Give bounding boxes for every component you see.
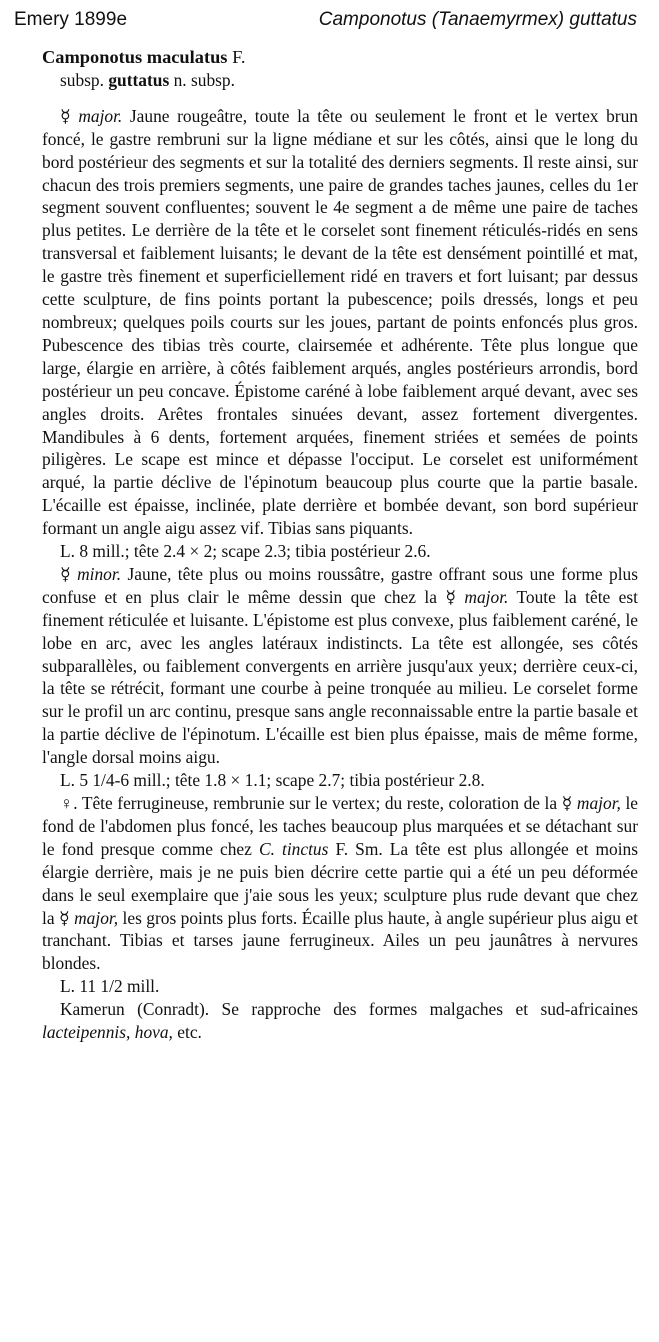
queen-description-c: F. Sm. La tête est plus allongée et moins élargie derrière, mais je ne puis bien décrire cette partie qui a été un peu déformée dans le seul exemplaire que j'aie sous les yeux; sculpture plus rude devant que chez la xyxy=(42,838,638,928)
worker-symbol: ☿ xyxy=(60,563,71,584)
major-measurements: L. 8 mill.; tête 2.4 × 2; scape 2.3; tibia postérieur 2.6. xyxy=(60,541,431,562)
major-description: Jaune rougeâtre, toute la tête ou seulement le front et le vertex brun foncé, le gastre rembruni sur la ligne médiane et sur les côtés, ainsi que le long du bord postérieur des segments et sur la totalité des derniers segments. Il reste ainsi, sur chacun des trois premiers segments, une paire de grandes taches jaunes, celles du 1er segment souvent confluentes; souvent le 4e segment a de même une paire de taches plus petites. Le derrière de la tête et le corselet sont finement réticulés-ridés en sens transversal et faiblement luisants; le devant de la tête est densément pointillé et mat, le gastre très finement et superficiellement ridé en travers et fort luisant; par dessus cette sculpture, de fins points portant la pubescence; poils dressés, longs et peu nombreux; quelques poils courts sur les joues, partant de points enfoncés plus gros. Pubescence des tibias très courte, clairsemée et adhérente. Tête plus longue que large, élargie en arrière, à côtés faiblement arqués, angles postérieurs arrondis, bord postérieur un peu concave. Épistome caréné à lobe faiblement arqué devant, avec ses angles droits. Arêtes frontales sinuées devant, assez fortement divergentes. Mandibules à 6 dents, fortement arquées, finement striées et semées de points piligères. Le scape est mince et dépasse l'occiput. Le corselet est uniformément arqué, la partie déclive de l'épinotum beaucoup plus courte que la partie basale. L'écaille est épaisse, inclinée, plate derrière et bombée devant, son bord supérieur formant un angle aigu assez vif. Tibias sans piquants. xyxy=(42,105,638,539)
caste-minor: minor. xyxy=(77,563,122,584)
queen-symbol: ♀. xyxy=(60,793,78,813)
minor-worker-paragraph xyxy=(42,563,638,769)
queen-measurements: L. 11 1/2 mill. xyxy=(60,976,160,997)
related-species-1: lacteipennis, xyxy=(42,1022,131,1043)
caste-major-ref: major, xyxy=(576,793,621,813)
minor-measurements: L. 5 1/4-6 mill.; tête 1.8 × 1.1; scape 2.7; tibia postérieur 2.8. xyxy=(60,770,485,791)
locality-end: etc. xyxy=(177,1022,202,1043)
caste-major-ref: major, xyxy=(74,907,119,928)
worker-symbol: ☿ xyxy=(60,105,71,126)
subspecies-line xyxy=(60,69,638,92)
caste-major-ref: major. xyxy=(464,586,509,607)
queen-description-a: Tête ferrugineuse, rembrunie sur le vertex; du reste, coloration de la xyxy=(81,793,558,813)
worker-symbol: ☿ xyxy=(561,793,573,813)
header-citation: Emery 1899e xyxy=(14,9,128,30)
subspecies-name: guttatus xyxy=(108,69,170,90)
locality-text: Kamerun (Conradt). Se rapproche des formes malgaches et sud-africaines xyxy=(60,999,638,1020)
queen-paragraph xyxy=(42,792,638,975)
species-name: Camponotus maculatus xyxy=(42,47,228,67)
worker-symbol: ☿ xyxy=(59,907,70,928)
minor-description-b: Toute la tête est finement réticulée et luisante. L'épistome est plus convexe, plus faiblement caréné, le lobe en arc, avec les angles latéraux indistincts. La tête est allongée, ses côtés subparallèles, ou faiblement convergents en arrière jusqu'aux yeux; derrière ceux-ci, la tête se rétrécit, formant une courbe à peine tronquée au milieu. Le corselet forme sur le profil un arc continu, presque sans angle reconnaissable entre la partie basale et la partie déclive de l'épinotum. L'écaille est bien plus épaisse, mais de même forme, l'angle dorsal moins aigu. xyxy=(42,586,638,768)
species-title xyxy=(42,46,638,69)
species-author: F. xyxy=(232,47,246,67)
header-taxon: Camponotus (Tanaemyrmex) guttatus xyxy=(318,9,637,30)
subspecies-suffix: n. subsp. xyxy=(173,69,235,90)
queen-description-b: le fond de l'abdomen plus foncé, les taches beaucoup plus marquées et se détachant sur le fond presque comme chez xyxy=(42,793,638,859)
minor-description-a: Jaune, tête plus ou moins roussâtre, gastre offrant sous une forme plus confuse et en plus clair le même dessin que chez la xyxy=(42,563,638,607)
subspecies-prefix: subsp. xyxy=(60,69,104,90)
major-worker-paragraph xyxy=(42,105,638,540)
caste-major: major. xyxy=(78,105,123,126)
related-species-2: hova, xyxy=(134,1022,173,1043)
species-description xyxy=(42,46,638,1044)
locality-paragraph xyxy=(42,998,638,1044)
queen-description-d: les gros points plus forts. Écaille plus haute, à angle supérieur plus aigu et tranchant. Tibias et tarses jaune ferrugineux. Ailes un peu jaunâtres à nervures blondes. xyxy=(42,907,638,974)
worker-symbol: ☿ xyxy=(445,586,457,607)
compared-species: C. tinctus xyxy=(258,838,329,859)
